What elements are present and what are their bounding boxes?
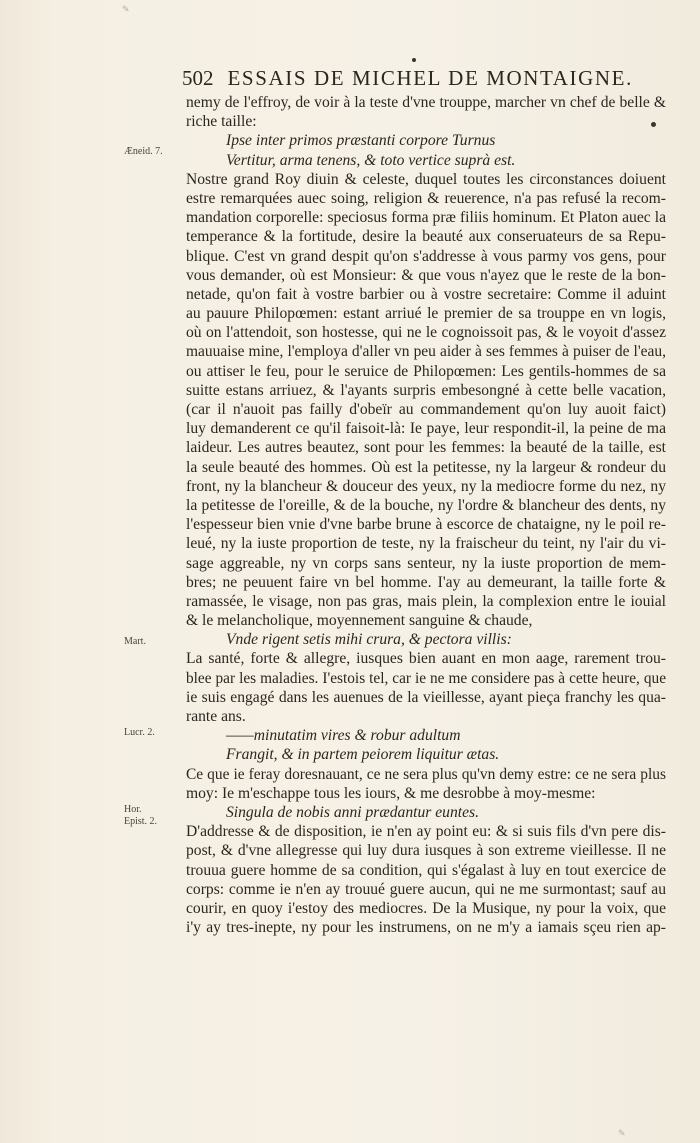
verse-line: Singula de nobis anni prædantur euntes. (226, 803, 479, 821)
text-line: netade, qu'on fait à vostre barbier ou à vostre secretaire: Comme il aduint (186, 285, 666, 303)
text-line: i'y ay tres-inepte, ny pour les instrumens, on ne m'y a iamais sçeu rien ap- (186, 919, 666, 937)
text-line: riche taille: (186, 113, 257, 131)
text-line: la seule beauté des hommes. Où est la petitesse, ny la largeur & rondeur du (186, 458, 666, 476)
running-header (182, 66, 662, 91)
text-line: (car il n'auoit pas failly d'obeïr au commandement qu'on luy auoit faict) (186, 401, 666, 418)
text-line: & le melancholique, moyennement sanguine & chaude, (186, 612, 533, 630)
text-line: D'addresse & de disposition, ie n'en ay point eu: & si suis fils d'vn pere dis- (186, 823, 666, 841)
text-line: moy: Ie m'eschappe tous les iours, & me desrobbe à moy-mesme: (186, 784, 596, 802)
page-body (186, 93, 666, 937)
ink-dot-top (412, 58, 416, 62)
text-line: mandation corporelle: speciosus forma præ filiis hominum. Et Platon auec la (186, 209, 666, 227)
text-line: La santé, forte & allegre, iusques bien auant en mon aage, rarement trou- (186, 650, 666, 668)
text-line: blique. C'est vn grand despit qu'on s'addresse à vous parmy vos gens, pour (186, 247, 666, 265)
page-mark-bottom: ✎ (618, 1128, 626, 1138)
text-line: sage aggreable, ny vn corps sans senteur, ny la iuste proportion de mem- (186, 554, 666, 572)
margin-note-hor: Hor. (124, 804, 142, 815)
text-line: corps: comme ie n'en ay trouué guere aucun, qui ne me surmontast; sauf au (186, 880, 666, 898)
text-line: vous demander, où est Monsieur: & que vous n'ayez que le reste de la bon- (186, 266, 666, 284)
margin-note-mart: Mart. (124, 636, 146, 647)
page-number: 502 (182, 66, 214, 90)
text-line: ie suis engagé dans les auenues de la vieillesse, ayant pieça franchy les qua- (186, 688, 666, 706)
running-title: ESSAIS DE MICHEL DE MONTAIGNE. (227, 66, 633, 90)
verse-line: Ipse inter primos præstanti corpore Turnus (226, 132, 496, 150)
text-line: ou attiser le feu, pour le seruice de Philopœmen: Les gentils-hommes de sa (186, 362, 666, 380)
verse-line: Vnde rigent setis mihi crura, & pectora villis: (226, 631, 512, 649)
verse-line: ——minutatim vires & robur adultum (226, 727, 461, 745)
text-line: leué, ny la iuste proportion de teste, ny la fraischeur du teint, ny l'air du vi- (186, 535, 666, 553)
text-line: Nostre grand Roy diuin & celeste, duquel toutes les circonstances doiuent (186, 170, 666, 188)
margin-note-lucr: Lucr. 2. (124, 727, 155, 738)
text-line: ramassée, le visage, non pas gras, mais plein, la complexion entre le iouial (186, 592, 666, 610)
text-line: blee par les maladies. I'estois tel, car ie ne me considere pas à cette heure, que (186, 669, 666, 687)
text-line: la petitesse de l'oreille, & de la bouche, ny l'ordre & blancheur des dents, ny (186, 496, 666, 514)
margin-note-epist: Epist. 2. (124, 816, 158, 827)
text-line: bres; ne peuuent faire vn bel homme. I'ay au demeurant, la taille forte & (186, 573, 666, 591)
text-line: temperance & la fortitude, desire la beauté aux conseruateurs de sa Repu- (186, 228, 666, 246)
text-line: front, ny la blancheur & douceur des yeux, ny la mediocre forme du nez, ny (186, 477, 666, 495)
text-line: post, & d'vne allegresse qui luy dura iusques à son extreme vieillesse. Il ne (186, 842, 666, 860)
margin-note-aeneid: Æneid. 7. (124, 146, 163, 157)
text-line: rante ans. (186, 708, 246, 725)
text-line: laideur. Les autres beautez, sont pour les femmes: la beauté de la taille, est (186, 439, 666, 457)
text-line: mauuaise mine, l'employa d'aller vn peu aider à ses femmes à puiser de l'eau, (186, 343, 666, 361)
verse-line: Vertitur, arma tenens, & toto vertice suprà est. (226, 151, 516, 169)
text-line: trouua guere homme de sa condition, qui s'égalast à luy en tout exercice de (186, 861, 666, 879)
text-line: suitte estans arriuez, & l'ayants surpris embesongné à cette belle vacation, (186, 381, 666, 399)
text-line: luy demanderent ce qu'il faisoit-là: Ie paye, leur respondit-il, la peine de ma (186, 420, 666, 438)
text-line: l'espesseur bien vnie d'vne barbe brune à escorce de chataigne, ny le poil re- (186, 516, 666, 534)
text-line: estre remarquées auec soing, religion & reuerence, n'a pas refusé la recom- (186, 189, 666, 207)
text-line: Ce que ie feray doresnauant, ce ne sera plus qu'vn demy estre: ce ne sera plus (186, 765, 666, 783)
text-line: où on l'attendoit, son hostesse, qui ne le cognoissoit pas, & le voyoit d'assez (186, 324, 666, 342)
page-mark-top: ✎ (122, 4, 130, 14)
text-line: nemy de l'effroy, de voir à la teste d'vne trouppe, marcher vn chef de belle & (186, 94, 666, 111)
verse-line: Frangit, & in partem peiorem liquitur ætas. (226, 746, 500, 764)
text-line: courir, en quoy i'estoy des mediocres. De la Musique, ny pour la voix, que (186, 899, 666, 917)
text-line: au pauure Philopœmen: estant arriué le premier de sa trouppe en vn logis, (186, 305, 666, 323)
